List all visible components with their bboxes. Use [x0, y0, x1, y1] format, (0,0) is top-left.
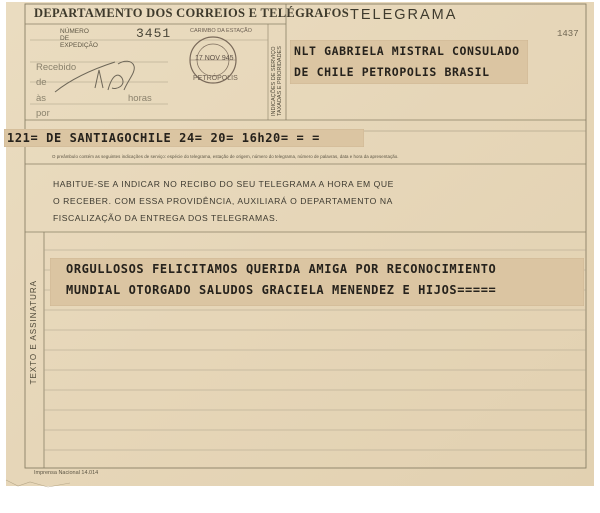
preamble-note: O preâmbulo contém as seguintes indicações de serviço: espécie do telegrama, estação de origem, número do telegrama, número de palavras, data e hora da apresentação. [52, 154, 399, 159]
stamp-city: PETRÓPOLIS [193, 75, 238, 82]
texto-assinatura-label: TEXTO E ASSINATURA [29, 280, 38, 385]
address-line-2: DE CHILE PETROPOLIS BRASIL [294, 65, 490, 79]
por-label: por [36, 108, 50, 119]
message-line-1: ORGULLOSOS FELICITAMOS QUERIDA AMIGA POR RECONOCIMIENTO [66, 262, 497, 276]
de-label: de [36, 77, 47, 88]
numero-label: NÚMERO DE EXPEDIÇÃO [60, 28, 98, 49]
stamp-label: CARIMBO DA ESTAÇÃO [190, 28, 252, 34]
address-line-1: NLT GABRIELA MISTRAL CONSULADO [294, 44, 520, 58]
horas-label: horas [128, 93, 152, 104]
as-label: às [36, 93, 47, 104]
notice-line-3: FISCALIZAÇÃO DA ENTREGA DOS TELEGRAMAS. [53, 213, 279, 223]
service-indications-label: INDICAÇÕES DE SERVIÇO TAXADAS E PRIORIDADES [271, 46, 283, 116]
recebido-label: Recebido [36, 62, 77, 73]
printer-imprint: Imprensa Nacional 14.014 [34, 470, 99, 476]
origin-line: 121= DE SANTIAGOCHILE 24= 20= 16h20= = = [7, 131, 320, 145]
archive-number: 1437 [557, 29, 579, 39]
department-title: DEPARTAMENTO DOS CORREIOS E TELÉGRAFOS [34, 6, 349, 20]
stamp-date: 17 NOV 945 [195, 55, 234, 62]
notice-line-1: HABITUE-SE A INDICAR NO RECIBO DO SEU TELEGRAMA A HORA EM QUE [53, 179, 394, 189]
message-line-2: MUNDIAL OTORGADO SALUDOS GRACIELA MENENDEZ E HIJOS===== [66, 283, 497, 297]
notice-line-2: O RECEBER. COM ESSA PROVIDÊNCIA, AUXILIARÁ O DEPARTAMENTO NA [53, 196, 393, 206]
form-title: TELEGRAMA [350, 7, 458, 23]
numero-value: 3451 [136, 26, 172, 41]
